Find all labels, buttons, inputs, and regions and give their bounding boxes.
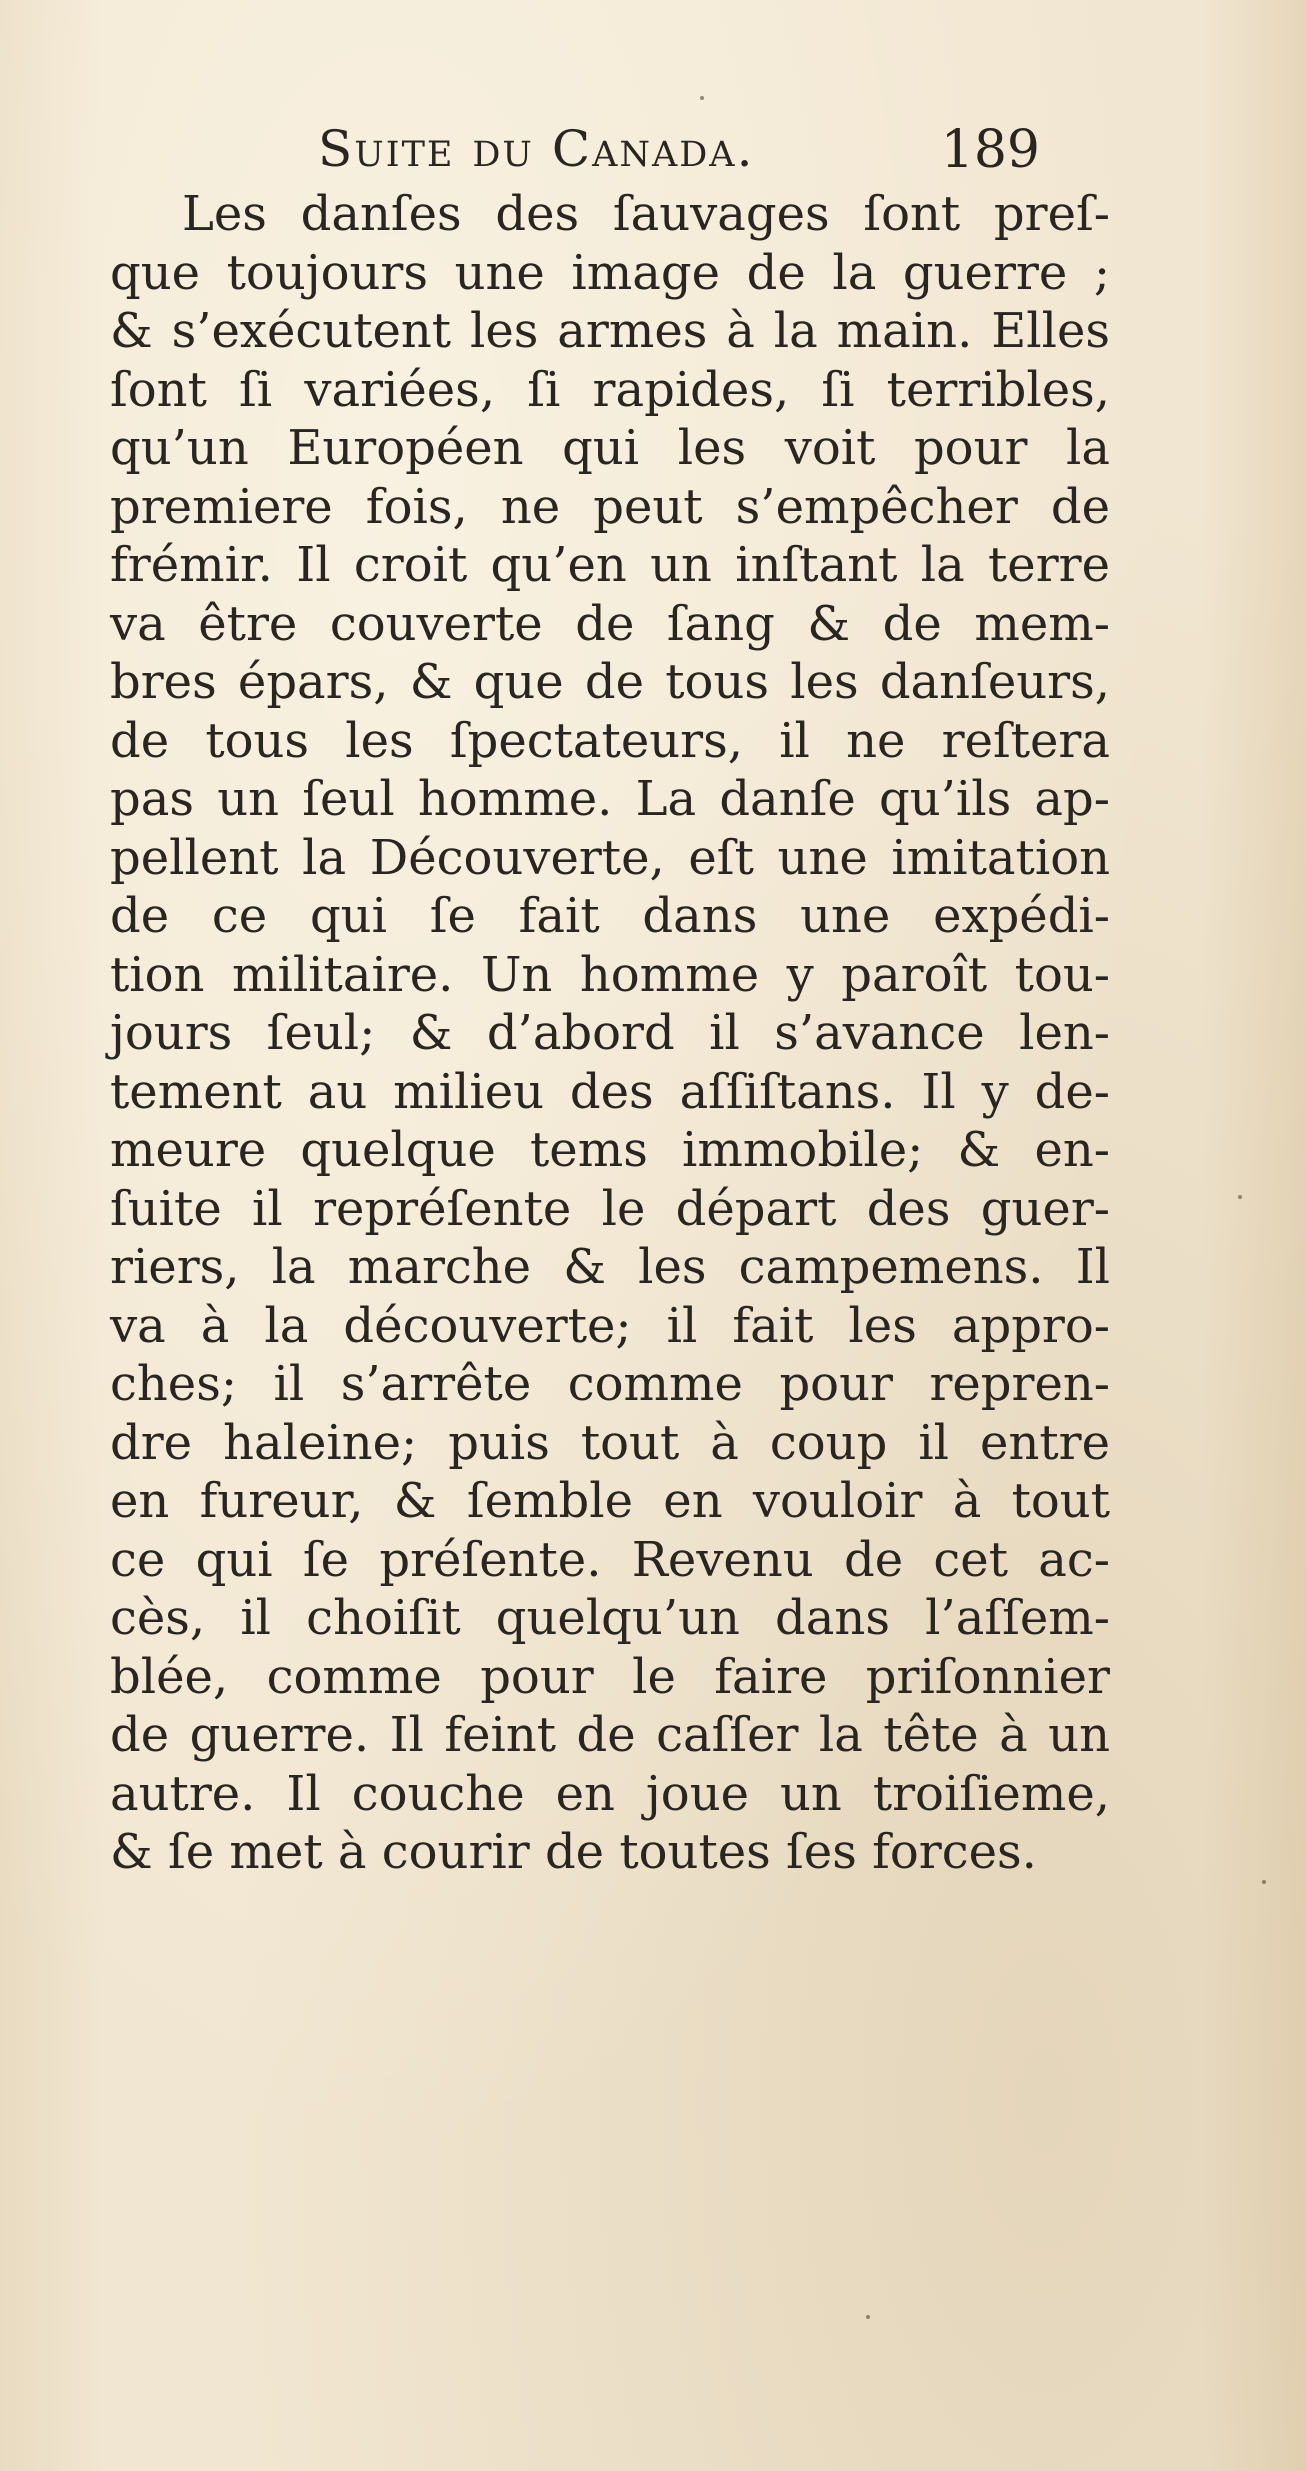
- text-line: blée, comme pour le faire priſonnier: [110, 1648, 1110, 1705]
- text-line: de guerre. Il feint de caſſer la tête à un: [110, 1707, 1110, 1763]
- text-line: & ſe met à courir de toutes ſes forces.: [110, 1824, 1037, 1880]
- text-line: de tous les ſpectateurs, il ne reſtera: [110, 712, 1110, 769]
- text-line: bres épars, & que de tous les danſeurs,: [110, 654, 1110, 710]
- text-line: pellent la Découverte, eſt une imitation: [110, 829, 1110, 886]
- paper-speck: [700, 96, 704, 100]
- text-line: & s’exécutent les armes à la main. Elles: [110, 303, 1110, 359]
- paper-speck: [1238, 1195, 1242, 1199]
- text-line: tion militaire. Un homme y paroît tou-: [110, 946, 1110, 1003]
- text-line: ſont ſi variées, ſi rapides, ſi terribles,: [110, 361, 1110, 418]
- text-line: premiere fois, ne peut s’empêcher de: [110, 478, 1110, 535]
- page-number: 189: [940, 120, 1040, 180]
- text-line: tement au milieu des aſſiſtans. Il y de-: [110, 1063, 1110, 1120]
- text-line: dre haleine; puis tout à coup il entre: [110, 1414, 1110, 1471]
- body-text: [110, 185, 1110, 1882]
- text-line: frémir. Il croit qu’en un inſtant la terre: [110, 537, 1110, 593]
- text-line: Les danſes des ſauvages ſont preſ-: [182, 186, 1110, 242]
- text-line: cès, il choiſit quelqu’un dans l’aſſem-: [110, 1590, 1110, 1646]
- text-line: ches; il s’arrête comme pour repren-: [110, 1356, 1110, 1412]
- text-line: en fureur, & ſemble en vouloir à tout: [110, 1473, 1110, 1529]
- text-line: de ce qui ſe fait dans une expédi-: [110, 888, 1110, 944]
- text-line: que toujours une image de la guerre ;: [110, 244, 1110, 301]
- text-line: jours ſeul; & d’abord il s’avance len-: [110, 1005, 1110, 1061]
- text-line: meure quelque tems immobile; & en-: [110, 1122, 1110, 1178]
- page-header: [300, 112, 1040, 192]
- text-line: riers, la marche & les campemens. Il: [110, 1239, 1110, 1295]
- text-line: pas un ſeul homme. La danſe qu’ils ap-: [110, 771, 1110, 827]
- paper-speck: [1262, 1880, 1266, 1884]
- running-head: Suite du Canada.: [318, 120, 755, 178]
- text-line: qu’un Européen qui les voit pour la: [110, 420, 1110, 476]
- text-line: va à la découverte; il fait les appro-: [110, 1297, 1110, 1354]
- text-line: va être couverte de ſang & de mem-: [110, 595, 1110, 652]
- paper-speck: [866, 2315, 870, 2319]
- text-line: ſuite il repréſente le départ des guer-: [110, 1180, 1110, 1237]
- text-line: autre. Il couche en joue un troiſieme,: [110, 1765, 1110, 1822]
- text-line: ce qui ſe préſente. Revenu de cet ac-: [110, 1531, 1110, 1588]
